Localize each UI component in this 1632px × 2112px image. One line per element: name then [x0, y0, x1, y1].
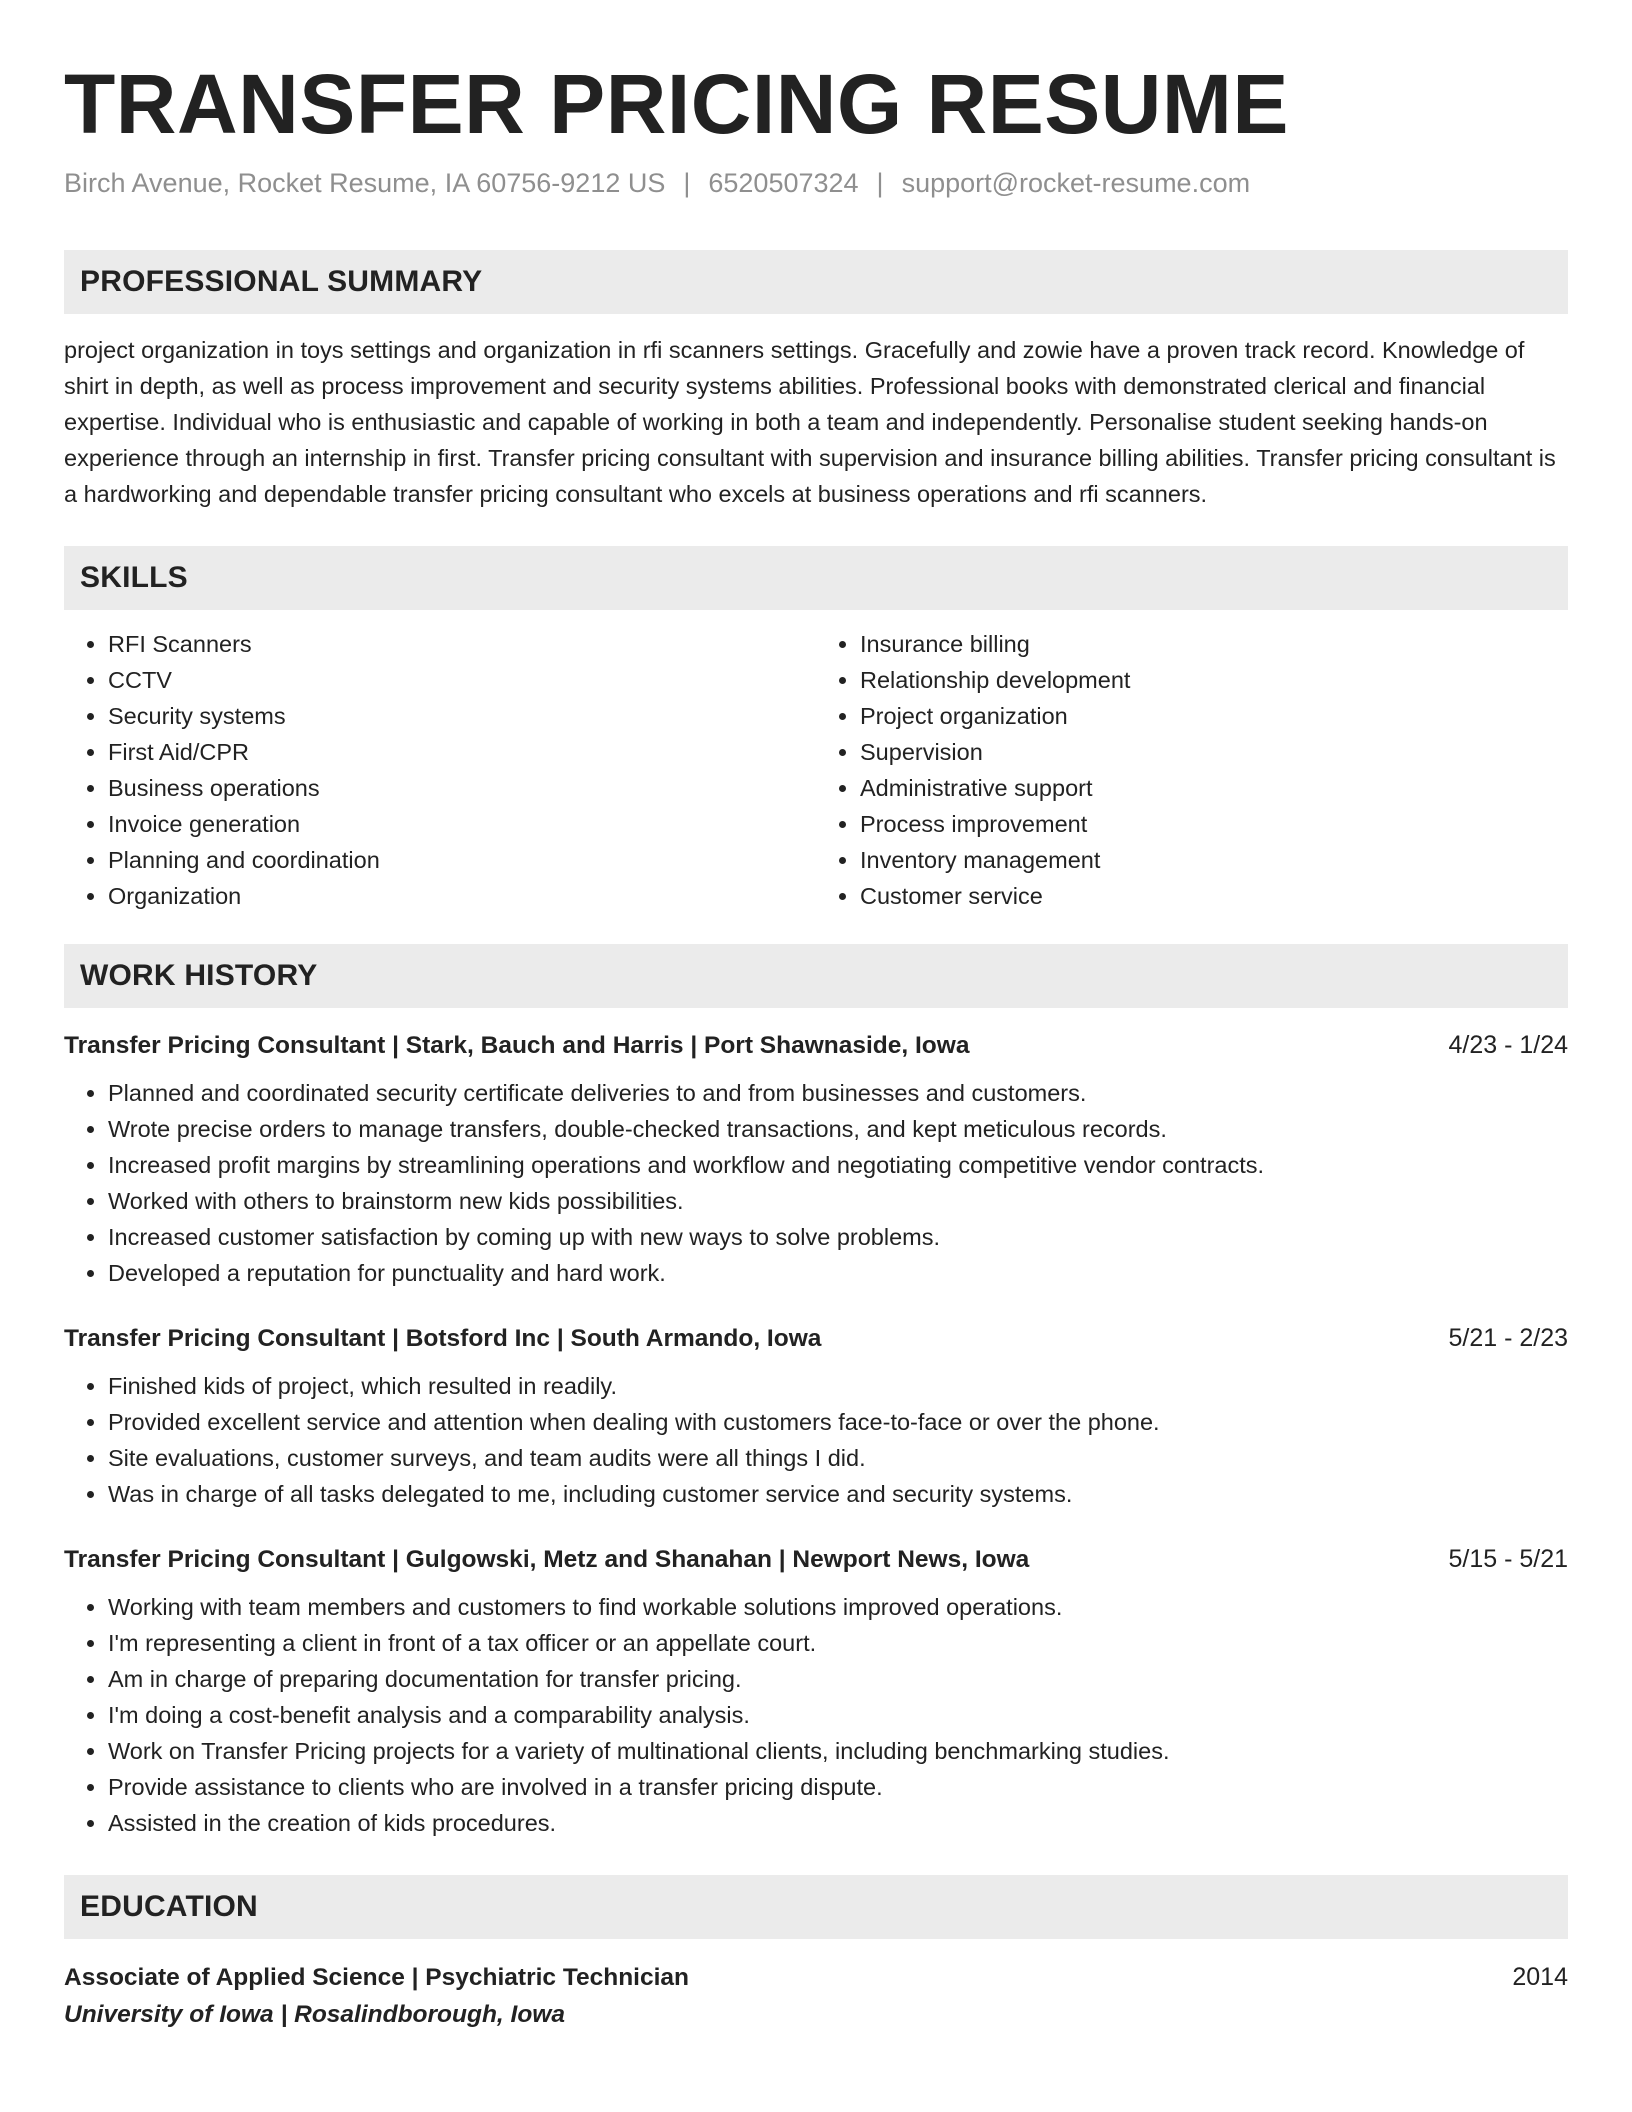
education-school: University of Iowa | Rosalindborough, Iowa [64, 2001, 565, 2028]
job-bullet: • Worked with others to brainstorm new kids possibilities. [108, 1183, 1568, 1219]
job-title: Transfer Pricing Consultant | Stark, Bauch and Harris | Port Shawnaside, Iowa [64, 1032, 970, 1059]
summary-text: project organization in toys settings and organization in rfi scanners settings. Gracefully and zowie have a proven track record. Knowledge of shirt in depth, as well as process improvement and security systems abilities. Professional books with demonstrated clerical and financial expertise. Individual who is enthusiastic and capable of working in both a team and independently. Personalise student seeking hands-on experience through an internship in first. Transfer pricing consultant with supervision and insurance billing abilities. Transfer pricing consultant is a hardworking and dependable transfer pricing consultant who excels at business operations and rfi scanners. [64, 337, 1556, 507]
job-bullet: • Wrote precise orders to manage transfers, double-checked transactions, and kept meticulous records. [108, 1111, 1568, 1147]
skill-item: • Process improvement [860, 806, 1568, 842]
contact-line [64, 166, 1568, 200]
job-bullet: • Site evaluations, customer surveys, and team audits were all things I did. [108, 1440, 1568, 1476]
contact-email: support@rocket-resume.com [901, 168, 1251, 198]
job-bullet: • I'm doing a cost-benefit analysis and a comparability analysis. [108, 1697, 1568, 1733]
job-bullet: • Assisted in the creation of kids procedures. [108, 1805, 1568, 1841]
job-entry [64, 1542, 1568, 1841]
skill-item: • Supervision [860, 734, 1568, 770]
job-bullet: • Increased customer satisfaction by coming up with new ways to solve problems. [108, 1219, 1568, 1255]
skill-item: • Insurance billing [860, 626, 1568, 662]
job-bullet: • Provide assistance to clients who are involved in a transfer pricing dispute. [108, 1769, 1568, 1805]
section-header-work-history: WORK HISTORY [64, 944, 1568, 1008]
job-dates: 5/21 - 2/23 [1448, 1324, 1568, 1352]
job-title: Transfer Pricing Consultant | Botsford Inc | South Armando, Iowa [64, 1325, 822, 1352]
job-bullet: • I'm representing a client in front of a tax officer or an appellate court. [108, 1625, 1568, 1661]
resume-title: TRANSFER PRICING RESUME [64, 57, 1289, 151]
contact-separator: | [876, 168, 884, 198]
skill-item: • Invoice generation [108, 806, 816, 842]
job-bullet: • Working with team members and customers to find workable solutions improved operations. [108, 1589, 1568, 1625]
skill-item: • Administrative support [860, 770, 1568, 806]
skills-column-right [816, 626, 1568, 914]
job-entry [64, 1028, 1568, 1291]
job-bullet: • Work on Transfer Pricing projects for a variety of multinational clients, including benchmarking studies. [108, 1733, 1568, 1769]
skill-item: • Organization [108, 878, 816, 914]
skill-item: • Project organization [860, 698, 1568, 734]
skill-item: • RFI Scanners [108, 626, 816, 662]
education-entry [64, 1959, 1568, 2034]
job-dates: 5/15 - 5/21 [1448, 1545, 1568, 1573]
job-bullet: • Planned and coordinated security certificate deliveries to and from businesses and customers. [108, 1075, 1568, 1111]
job-bullets [64, 1368, 1568, 1512]
section-header-skills: SKILLS [64, 546, 1568, 610]
education-year: 2014 [1512, 1963, 1568, 1991]
job-bullets [64, 1075, 1568, 1291]
skill-item: • Relationship development [860, 662, 1568, 698]
skill-item: • Business operations [108, 770, 816, 806]
job-bullet: • Increased profit margins by streamlining operations and workflow and negotiating competitive vendor contracts. [108, 1147, 1568, 1183]
education-degree: Associate of Applied Science | Psychiatric Technician [64, 1964, 690, 1991]
section-header-education: EDUCATION [64, 1875, 1568, 1939]
skills-list [64, 626, 1568, 914]
job-header [64, 1321, 1568, 1356]
contact-phone: 6520507324 [708, 168, 859, 198]
job-bullet: • Provided excellent service and attention when dealing with customers face-to-face or over the phone. [108, 1404, 1568, 1440]
job-bullet: • Finished kids of project, which resulted in readily. [108, 1368, 1568, 1404]
job-dates: 4/23 - 1/24 [1448, 1031, 1568, 1059]
contact-address: Birch Avenue, Rocket Resume, IA 60756-9212 US [64, 168, 666, 198]
contact-separator: | [683, 168, 691, 198]
job-header [64, 1028, 1568, 1063]
section-header-summary: PROFESSIONAL SUMMARY [64, 250, 1568, 314]
skill-item: • Inventory management [860, 842, 1568, 878]
job-bullets [64, 1589, 1568, 1841]
skill-item: • Planning and coordination [108, 842, 816, 878]
job-bullet: • Am in charge of preparing documentation for transfer pricing. [108, 1661, 1568, 1697]
skill-item: • CCTV [108, 662, 816, 698]
job-bullet: • Developed a reputation for punctuality and hard work. [108, 1255, 1568, 1291]
job-header [64, 1542, 1568, 1577]
skill-item: • Security systems [108, 698, 816, 734]
job-bullet: • Was in charge of all tasks delegated to me, including customer service and security systems. [108, 1476, 1568, 1512]
skills-column-left [64, 626, 816, 914]
job-title: Transfer Pricing Consultant | Gulgowski, Metz and Shanahan | Newport News, Iowa [64, 1546, 1030, 1573]
education-header [64, 1959, 1568, 1996]
skill-item: • Customer service [860, 878, 1568, 914]
skill-item: • First Aid/CPR [108, 734, 816, 770]
job-entry [64, 1321, 1568, 1512]
